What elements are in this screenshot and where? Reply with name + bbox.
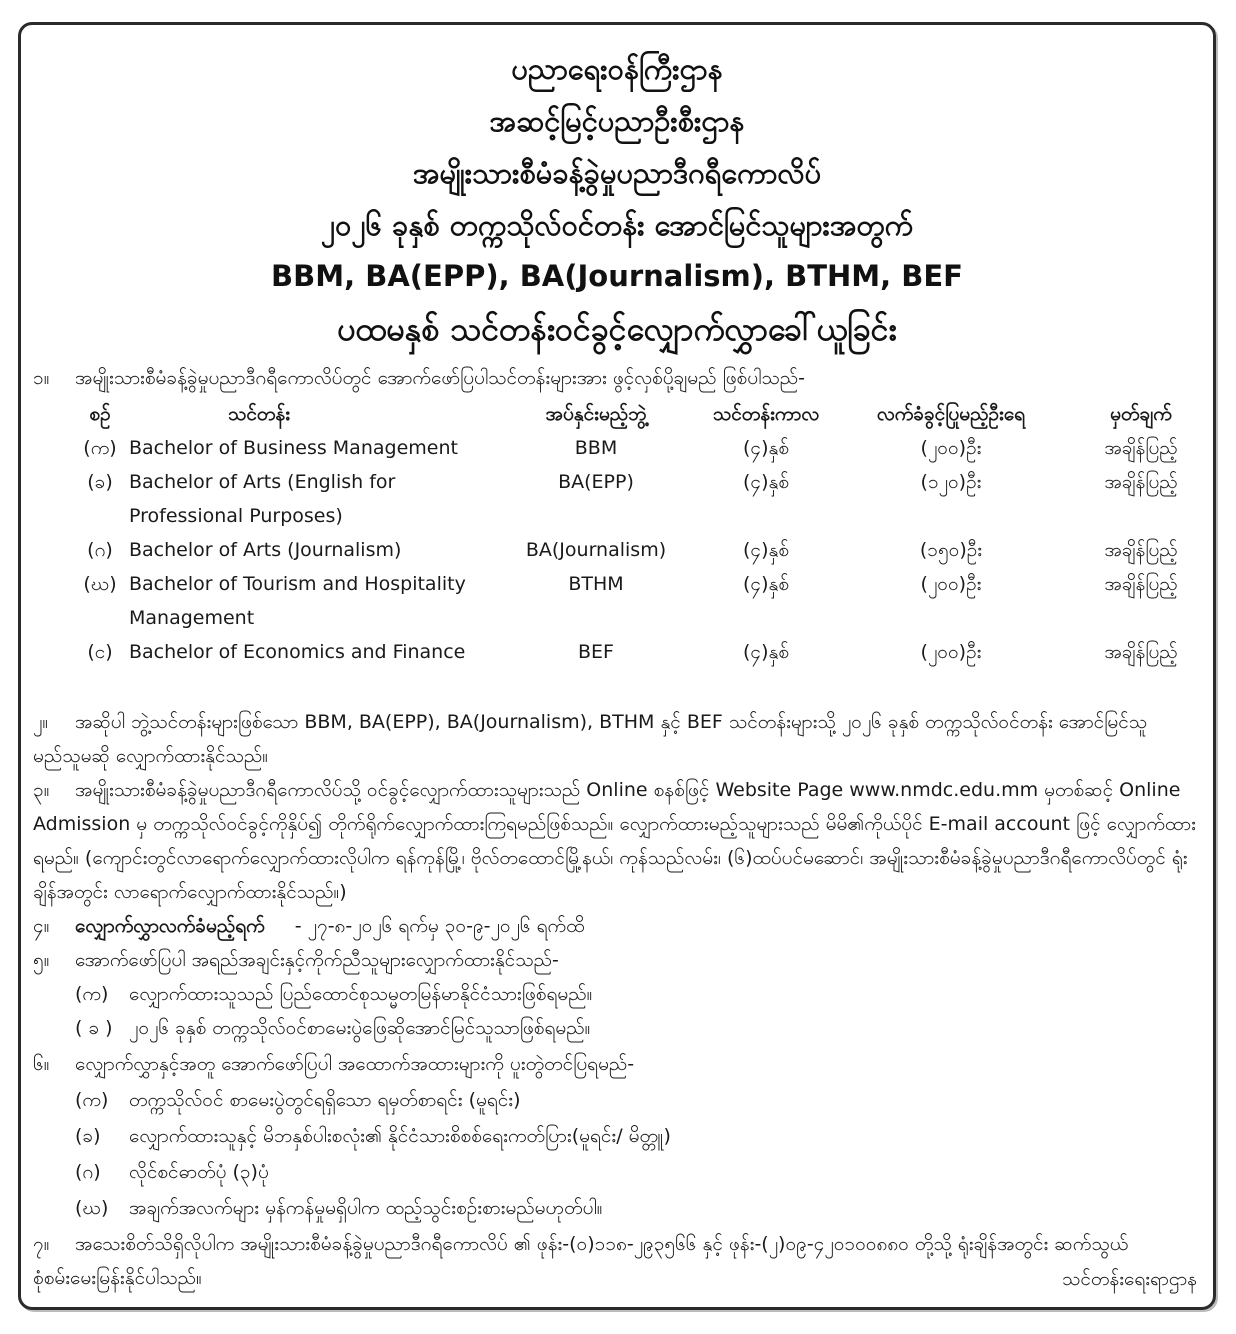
paragraph-number: ၃။ (33, 779, 50, 801)
notice-header (21, 25, 1213, 357)
item-index: (ခ) (75, 1125, 101, 1147)
row-remark: အချိန်ပြည့် (1104, 437, 1178, 459)
row-degree: BA(EPP) (558, 471, 634, 493)
item-text: လျှောက်ထားသူနှင့် မိဘနှစ်ပါးစလုံး၏ နိုင်ငံသားစိစစ်ရေးကတ်ပြား(မူရင်း/ မိတ္တူ) (129, 1125, 671, 1147)
paragraph-text: အဆိုပါ ဘွဲ့သင်တန်းများဖြစ်သော BBM, BA(EPP), BA(Journalism), BTHM နှင့် BEF သင်တန်းများသို့ ၂၀၂၆ ခုနှစ် တက္ကသိုလ်ဝင်တန်း အောင်မြင်သူ မည်သူမဆို လျှောက်ထားနိုင်သည်။ (33, 711, 1148, 767)
target-applicants-title: ၂၀၂၆ ခုနှစ် တက္ကသိုလ်ဝင်တန်း အောင်မြင်သူများအတွက် (320, 208, 914, 242)
row-course: Bachelor of Arts (English for Professional Purposes) (129, 471, 396, 527)
row-duration: (၄)နှစ် (742, 539, 789, 561)
paragraph-3 (33, 773, 1199, 909)
table-row (21, 635, 1213, 669)
item-text: ၂၀၂၆ ခုနှစ် တက္ကသိုလ်ဝင်စာမေးပွဲဖြေဆိုအောင်မြင်သူသာဖြစ်ရမည်။ (129, 1017, 591, 1039)
row-course: Bachelor of Arts (Journalism) (129, 539, 402, 561)
header-degree: အပ်နှင်းမည့်ဘွဲ့ (545, 403, 647, 425)
courses-table (21, 397, 1213, 669)
paragraph-number: ၅။ (33, 949, 50, 971)
paragraph-6 (33, 1047, 1199, 1081)
header-course: သင်တန်း (227, 403, 291, 425)
item-index: (က) (75, 983, 109, 1005)
row-degree: BA(Journalism) (525, 539, 667, 561)
application-period-label: လျှောက်လွှာလက်ခံမည့်ရက် (75, 915, 265, 937)
table-row (21, 567, 1213, 635)
row-degree: BTHM (568, 573, 624, 595)
row-index: (ဃ) (83, 573, 117, 595)
list-item (75, 977, 1199, 1011)
department-title: အဆင့်မြင့်ပညာဦးစီးဌာန (489, 104, 745, 138)
paragraph-number: ၇။ (33, 1233, 50, 1255)
application-period-dates: - ၂၇-၈-၂၀၂၆ ရက်မှ ၃၀-၉-၂၀၂၆ ရက်ထိ (294, 915, 585, 937)
college-title: အမျိုးသားစီမံခန့်ခွဲမှုပညာဒီဂရီကောလိပ် (412, 156, 822, 190)
paragraph-4 (33, 909, 1199, 943)
paragraph-text: အသေးစိတ်သိရှိလိုပါက အမျိုးသားစီမံခန့်ခွဲမှုပညာဒီဂရီကောလိပ် ၏ ဖုန်း-(၀)၁၁၈-၂၉၃၅၆၆ နှင့် ဖုန်း-(၂)၀၉-၄၂၀၁၀၀၈၈၀ တို့သို့ ရုံးချိန်အတွင်း ဆက်သွယ်စုံစမ်းမေးမြန်းနိုင်ပါသည်။ (33, 1233, 1129, 1289)
row-index: (က) (83, 437, 117, 459)
row-index: (ခ) (87, 471, 113, 493)
row-remark: အချိန်ပြည့် (1104, 471, 1178, 493)
degree-list-title: BBM, BA(EPP), BA(Journalism), BTHM, BEF (271, 259, 963, 293)
row-remark: အချိန်ပြည့် (1104, 641, 1178, 663)
header-remark: မှတ်ချက် (1110, 403, 1172, 425)
item-text: အချက်အလက်များ မှန်ကန်မှုမရှိပါက ထည့်သွင်းစဉ်းစားမည်မဟုတ်ပါ။ (129, 1197, 603, 1219)
paragraph-number: ၁။ (33, 367, 50, 389)
row-seats: (၁၅၀)ဦး (919, 539, 983, 561)
item-index: (ဃ) (75, 1197, 109, 1219)
row-degree: BEF (578, 641, 614, 663)
row-remark: အချိန်ပြည့် (1104, 573, 1178, 595)
paragraph-text: အမျိုးသားစီမံခန့်ခွဲမှုပညာဒီဂရီကောလိပ်သို့ ဝင်ခွင့်လျှောက်ထားသူများသည် Online စနစ်ဖြင့် Website Page www.nmdc.edu.mm မှတစ်ဆင့် Online Admission မှ တက္ကသိုလ်ဝင်ခွင့်ကိုနှိပ်၍ တိုက်ရိုက်လျှောက်ထားကြရမည်ဖြစ်သည်။ လျှောက်ထားမည့်သူများသည် မိမိ၏ကိုယ်ပိုင် E-mail account ဖြင့် လျှောက်ထားရမည်။ (ကျောင်းတွင်လာရောက်လျှောက်ထားလိုပါက ရန်ကုန်မြို့၊ ဗိုလ်တထောင်မြို့နယ်၊ ကုန်သည်လမ်း၊ (၆)ထပ်ပင်မဆောင်၊ အမျိုးသားစီမံခန့်ခွဲမှုပညာဒီဂရီကောလိပ်တွင် ရုံးချိန်အတွင်း လာရောက်လျှောက်ထားနိုင်သည်။) (33, 779, 1196, 903)
list-item (75, 1083, 1199, 1117)
ministry-title: ပညာရေးဝန်ကြီးဌာန (511, 52, 723, 86)
table-row (21, 533, 1213, 567)
row-duration: (၄)နှစ် (742, 641, 789, 663)
list-item (75, 1191, 1199, 1225)
header-seats: လက်ခံခွင့်ပြုမည့်ဦးရေ (876, 403, 1026, 425)
list-item (75, 1155, 1199, 1189)
row-degree: BBM (574, 437, 618, 459)
notice-main-title: ပထမနှစ် သင်တန်းဝင်ခွင့်လျှောက်လွှာခေါ်ယူခြင်း (337, 310, 897, 348)
paragraph-5 (33, 943, 1199, 977)
item-index: (ဂ) (75, 1161, 101, 1183)
list-item (75, 1119, 1199, 1153)
paragraph-number: ၄။ (33, 915, 50, 937)
item-text: တက္ကသိုလ်ဝင် စာမေးပွဲတွင်ရရှိသော ရမှတ်စာရင်း (မူရင်း) (129, 1089, 521, 1111)
header-index: စဉ် (89, 403, 111, 425)
row-course: Bachelor of Economics and Finance (129, 641, 466, 663)
row-course: Bachelor of Tourism and Hospitality Management (129, 573, 466, 629)
row-seats: (၁၂၀)ဦး (920, 471, 982, 493)
item-index: (က) (75, 1089, 109, 1111)
row-index: (ဂ) (87, 539, 113, 561)
table-row (21, 431, 1213, 465)
paragraph-text: လျှောက်လွှာနှင့်အတူ အောက်ဖော်ပြပါ အထောက်အထားများကို ပူးတွဲတင်ပြရမည်- (75, 1053, 635, 1075)
row-duration: (၄)နှစ် (742, 573, 789, 595)
item-text: လိုင်စင်ဓာတ်ပုံ (၃)ပုံ (129, 1161, 269, 1183)
list-item (75, 1011, 1199, 1045)
table-row (21, 465, 1213, 533)
row-duration: (၄)နှစ် (742, 437, 789, 459)
row-course: Bachelor of Business Management (129, 437, 458, 459)
row-seats: (၂၀၀)ဦး (920, 437, 982, 459)
header-duration: သင်တန်းကာလ (712, 403, 820, 425)
paragraph-2 (33, 705, 1199, 773)
table-header-row (21, 397, 1213, 431)
paragraph-7 (33, 1227, 1199, 1295)
row-seats: (၂၀၀)ဦး (920, 641, 982, 663)
item-index: ( ခ ) (75, 1017, 113, 1039)
paragraph-text: အမျိုးသားစီမံခန့်ခွဲမှုပညာဒီဂရီကောလိပ်တွင် အောက်ဖော်ပြပါသင်တန်းများအား ဖွင့်လှစ်ပို့ချမည် ဖြစ်ပါသည်- (75, 367, 805, 389)
row-seats: (၂၀၀)ဦး (920, 573, 982, 595)
row-remark: အချိန်ပြည့် (1104, 539, 1178, 561)
paragraph-1 (33, 361, 1199, 395)
paragraph-number: ၆။ (33, 1053, 50, 1075)
row-duration: (၄)နှစ် (742, 471, 789, 493)
paragraph-number: ၂။ (33, 711, 49, 733)
issuer-signature: သင်တန်းရေးရာဌာန (1061, 1268, 1197, 1290)
notice-frame (18, 22, 1216, 1310)
row-index: (င) (87, 641, 113, 663)
paragraph-text: အောက်ဖော်ပြပါ အရည်အချင်းနှင့်ကိုက်ညီသူများလျှောက်ထားနိုင်သည်- (75, 949, 559, 971)
item-text: လျှောက်ထားသူသည် ပြည်ထောင်စုသမ္မတမြန်မာနိုင်ငံသားဖြစ်ရမည်။ (129, 983, 593, 1005)
